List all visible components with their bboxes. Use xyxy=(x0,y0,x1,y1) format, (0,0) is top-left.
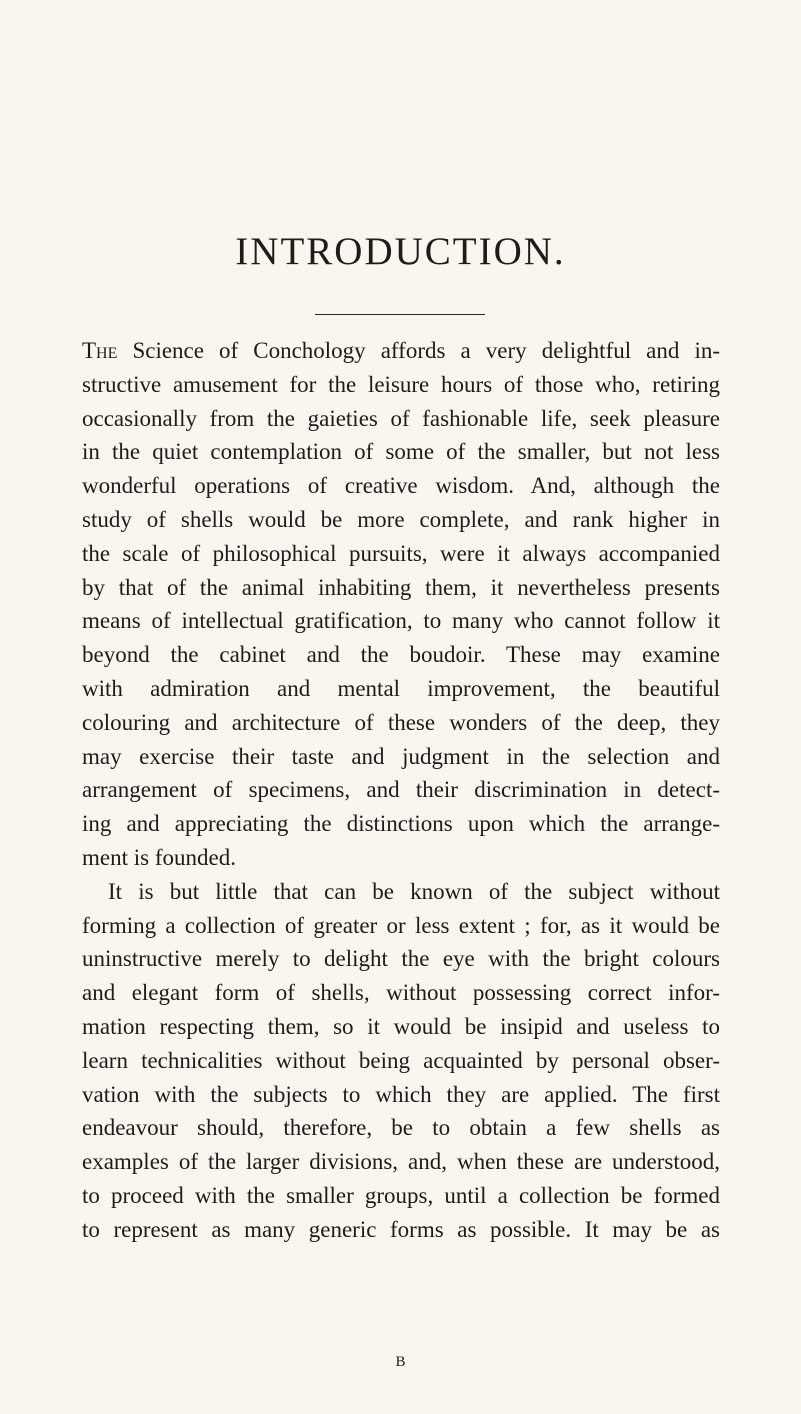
text-line: examples of the larger divisions, and, when these are understood, xyxy=(82,1149,720,1175)
text-line: uninstructive merely to delight the eye with the bright colours xyxy=(82,946,720,972)
small-caps-lead: The xyxy=(82,338,118,363)
text-line: vation with the subjects to which they are applied. The first xyxy=(82,1081,720,1107)
text-line: It is but little that can be known of the subject without xyxy=(108,878,720,904)
text-line: with admiration and mental improvement, the beautiful xyxy=(82,675,720,701)
text-line: may exercise their taste and judgment in the selection and xyxy=(82,743,720,769)
heading-rule xyxy=(315,314,485,315)
text-line: forming a collection of greater or less extent ; for, as it would be xyxy=(82,912,720,938)
text-line: wonderful operations of creative wisdom. And, although the xyxy=(82,473,720,499)
text-line: and elegant form of shells, without possessing correct infor- xyxy=(82,980,720,1006)
text-line: beyond the cabinet and the boudoir. These may examine xyxy=(82,642,720,668)
text-line: to proceed with the smaller groups, until a collection be formed xyxy=(82,1182,720,1208)
chapter-heading: INTRODUCTION. xyxy=(235,230,566,273)
text-line: by that of the animal inhabiting them, it nevertheless presents xyxy=(82,574,720,600)
text-line: learn technicalities without being acquainted by personal obser- xyxy=(82,1047,720,1073)
text-line: occasionally from the gaieties of fashionable life, seek pleasure xyxy=(82,405,720,431)
text-line: arrangement of specimens, and their discrimination in detect- xyxy=(82,777,720,803)
text-line: structive amusement for the leisure hours of those who, retiring xyxy=(82,371,720,397)
text-line: means of intellectual gratification, to many who cannot follow it xyxy=(82,608,720,634)
text-line: study of shells would be more complete, and rank higher in xyxy=(82,506,720,532)
text-line: ing and appreciating the distinctions upon which the arrange- xyxy=(82,811,720,837)
text-line: endeavour should, therefore, be to obtain a few shells as xyxy=(82,1115,720,1141)
text-line: in the quiet contemplation of some of the smaller, but not less xyxy=(82,439,720,465)
text-line: mation respecting them, so it would be insipid and useless to xyxy=(82,1013,720,1039)
text-line: the scale of philosophical pursuits, were it always accompanied xyxy=(82,540,720,566)
text-line: ment is founded. xyxy=(82,844,236,870)
text-line: to represent as many generic forms as possible. It may be as xyxy=(82,1216,720,1242)
text-line: The Science of Conchology affords a very delightful and in- xyxy=(82,338,720,363)
text-line: colouring and architecture of these wonders of the deep, they xyxy=(82,709,720,735)
signature-mark: B xyxy=(395,1354,406,1370)
body-text xyxy=(82,334,720,1247)
